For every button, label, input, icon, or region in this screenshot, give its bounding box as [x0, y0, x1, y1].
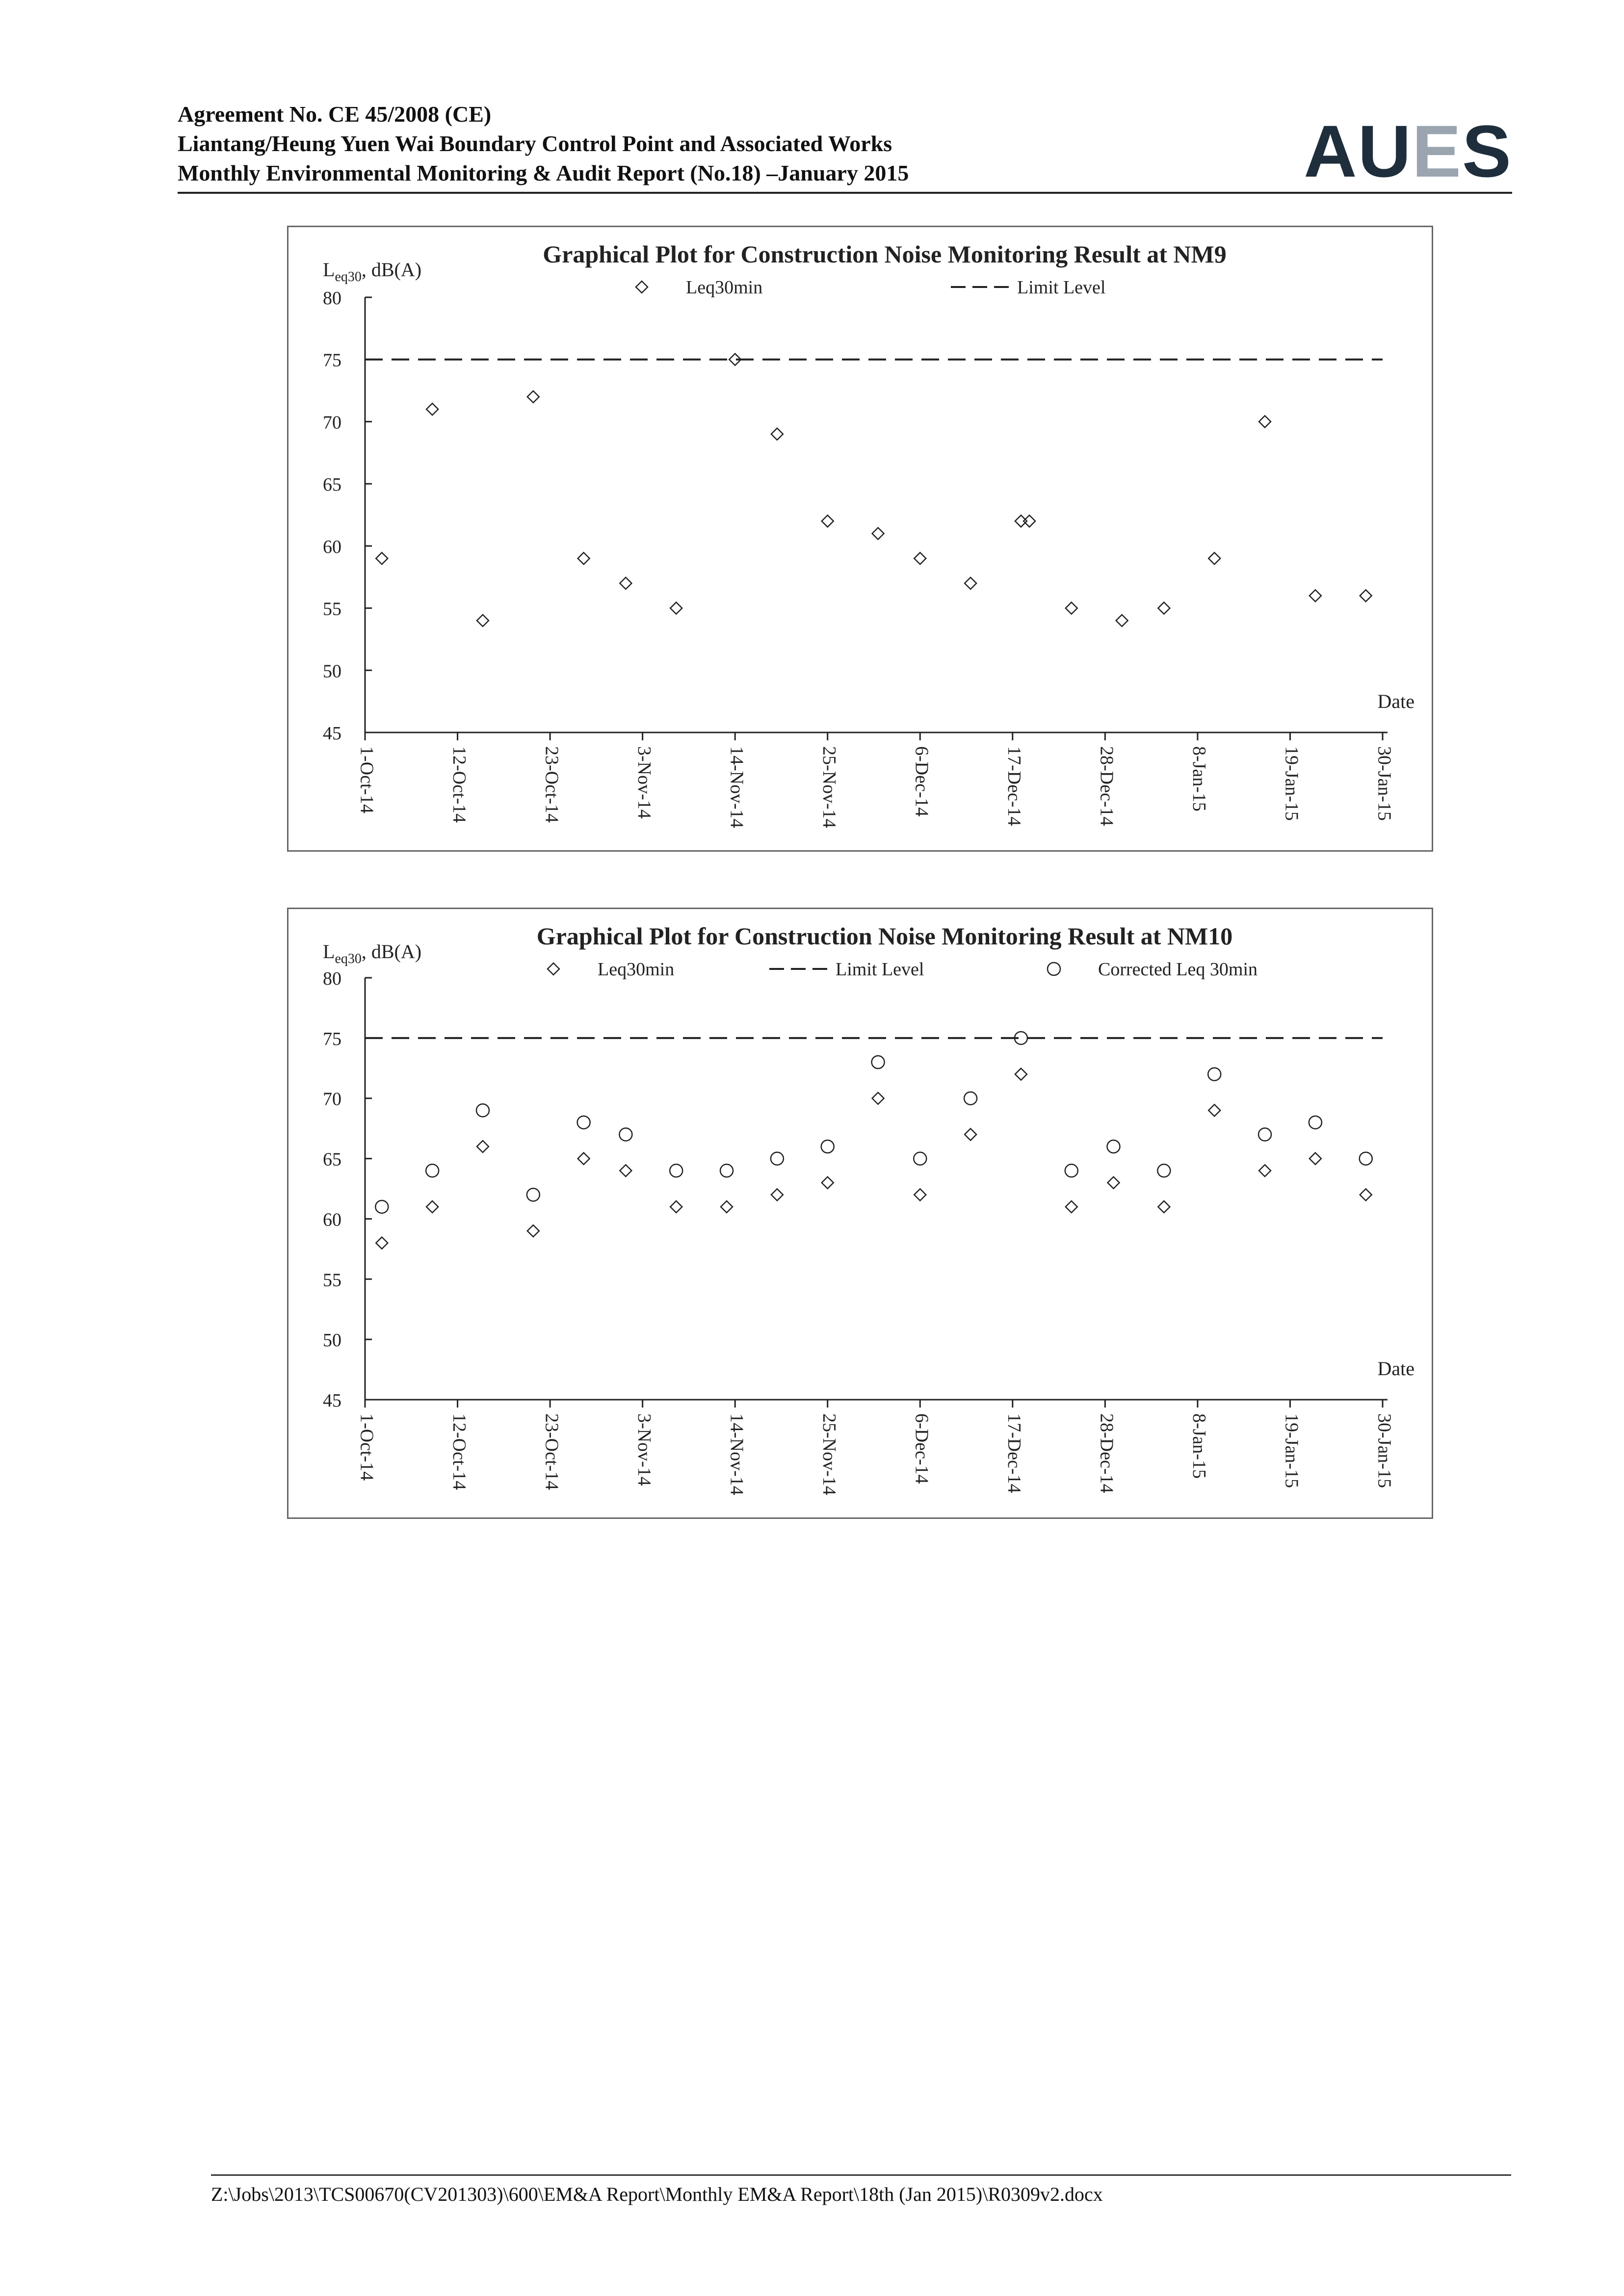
- x-tick-label: 6-Dec-14: [911, 1413, 932, 1484]
- leq30min-point: [1015, 1069, 1027, 1080]
- project-title: Liantang/Heung Yuen Wai Boundary Control Point and Associated Works: [178, 131, 892, 156]
- leq30min-point: [477, 1141, 489, 1152]
- corrected-leq-point: [1208, 1068, 1221, 1081]
- x-tick-label: 17-Dec-14: [1004, 746, 1025, 826]
- leq30min-point: [965, 577, 976, 589]
- leq30min-point: [620, 577, 631, 589]
- leq30min-point: [1360, 590, 1372, 601]
- corrected-leq-point: [619, 1128, 632, 1141]
- x-tick-label: 14-Nov-14: [726, 746, 747, 828]
- x-tick-label: 30-Jan-15: [1374, 1413, 1395, 1488]
- corrected-leq-point: [426, 1164, 439, 1177]
- y-tick-label: 80: [323, 968, 341, 989]
- leq30min-point: [1208, 552, 1220, 564]
- leq30min-point: [1066, 1201, 1077, 1213]
- corrected-leq-point: [821, 1140, 834, 1153]
- y-tick-label: 45: [323, 1390, 341, 1411]
- x-tick-label: 1-Oct-14: [356, 1413, 377, 1481]
- report-title: Monthly Environmental Monitoring & Audit Report (No.18) –January 2015: [178, 160, 909, 185]
- leq30min-point: [721, 1201, 733, 1213]
- corrected-leq-point: [1309, 1116, 1322, 1129]
- leq30min-point: [771, 1189, 783, 1200]
- legend-marker-corrected-leq: [1048, 963, 1060, 975]
- corrected-leq-point: [1157, 1164, 1170, 1177]
- corrected-leq-point: [527, 1188, 540, 1201]
- y-axis-label: $L_{eq30}$, dB(A): [323, 259, 422, 285]
- leq30min-point: [620, 1165, 631, 1176]
- x-tick-label: 28-Dec-14: [1096, 746, 1117, 826]
- leq30min-point: [1208, 1104, 1220, 1116]
- x-tick-label: 3-Nov-14: [633, 1413, 655, 1486]
- y-axis-label: $L_{eq30}$, dB(A): [323, 940, 422, 966]
- leq30min-point: [914, 552, 926, 564]
- leq30min-point: [477, 615, 489, 626]
- chart-title: Graphical Plot for Construction Noise Monitoring Result at NM10: [536, 922, 1233, 950]
- y-tick-label: 60: [323, 1209, 341, 1230]
- footer-divider: [211, 2174, 1511, 2176]
- x-tick-label: 1-Oct-14: [356, 746, 377, 814]
- corrected-leq-point: [914, 1152, 926, 1165]
- footer: [211, 2174, 1511, 2206]
- leq30min-point: [1310, 1153, 1321, 1165]
- nm9-chart: [287, 226, 1433, 852]
- aues-logo: AUES: [1304, 110, 1512, 192]
- leq30min-point: [822, 515, 834, 527]
- y-tick-label: 50: [323, 1330, 341, 1351]
- corrected-leq-point: [1258, 1128, 1271, 1141]
- leq30min-point: [527, 391, 539, 403]
- leq30min-point: [1023, 515, 1035, 527]
- corrected-leq-point: [1360, 1152, 1372, 1165]
- legend-label: Leq30min: [598, 959, 675, 980]
- y-tick-label: 50: [323, 661, 341, 682]
- nm10-chart-svg: [288, 909, 1432, 1517]
- leq30min-point: [822, 1177, 834, 1189]
- nm10-chart: [287, 908, 1433, 1519]
- x-tick-label: 25-Nov-14: [819, 1413, 840, 1495]
- x-tick-label: 23-Oct-14: [541, 746, 562, 823]
- leq30min-point: [1259, 1165, 1271, 1176]
- corrected-leq-point: [1107, 1140, 1120, 1153]
- legend-label: Limit Level: [1017, 277, 1106, 298]
- legend-label: Corrected Leq 30min: [1098, 959, 1258, 980]
- y-tick-label: 75: [323, 350, 341, 371]
- y-tick-label: 75: [323, 1028, 341, 1049]
- legend-marker-leq30min: [548, 963, 559, 975]
- corrected-leq-point: [670, 1164, 682, 1177]
- y-tick-label: 65: [323, 1149, 341, 1170]
- y-tick-label: 70: [323, 1089, 341, 1110]
- x-tick-label: 17-Dec-14: [1004, 1413, 1025, 1493]
- leq30min-point: [1108, 1177, 1120, 1189]
- file-path: Z:\Jobs\2013\TCS00670(CV201303)\600\EM&A Report\Monthly EM&A Report\18th (Jan 2015)\R0309v2.docx: [211, 2183, 1103, 2205]
- nm9-chart-svg: [288, 227, 1432, 850]
- y-tick-label: 65: [323, 474, 341, 496]
- x-tick-label: 12-Oct-14: [448, 746, 470, 823]
- x-tick-label: 8-Jan-15: [1189, 1413, 1210, 1479]
- corrected-leq-point: [375, 1200, 388, 1213]
- x-tick-label: 25-Nov-14: [819, 746, 840, 828]
- x-tick-label: 28-Dec-14: [1096, 1413, 1117, 1493]
- leq30min-point: [578, 552, 590, 564]
- leq30min-point: [872, 1093, 884, 1104]
- corrected-leq-point: [964, 1092, 977, 1105]
- corrected-leq-point: [720, 1164, 733, 1177]
- leq30min-point: [1158, 602, 1170, 614]
- corrected-leq-point: [771, 1152, 784, 1165]
- x-tick-label: 3-Nov-14: [633, 746, 655, 819]
- y-tick-label: 55: [323, 599, 341, 620]
- corrected-leq-point: [577, 1116, 590, 1129]
- leq30min-point: [965, 1128, 976, 1140]
- x-axis-label: Date: [1377, 690, 1414, 712]
- y-tick-label: 70: [323, 412, 341, 433]
- x-tick-label: 19-Jan-15: [1281, 1413, 1302, 1488]
- y-tick-label: 55: [323, 1270, 341, 1291]
- x-tick-label: 14-Nov-14: [726, 1413, 747, 1495]
- x-tick-label: 8-Jan-15: [1189, 746, 1210, 811]
- leq30min-point: [426, 403, 438, 415]
- agreement-number: Agreement No. CE 45/2008 (CE): [178, 102, 492, 127]
- corrected-leq-point: [872, 1056, 885, 1069]
- x-tick-label: 19-Jan-15: [1281, 746, 1302, 821]
- leq30min-point: [872, 528, 884, 540]
- x-tick-label: 12-Oct-14: [448, 1413, 470, 1490]
- x-tick-label: 6-Dec-14: [911, 746, 932, 817]
- leq30min-point: [1116, 615, 1128, 626]
- report-header: [178, 101, 1512, 194]
- corrected-leq-point: [476, 1104, 489, 1117]
- chart-title: Graphical Plot for Construction Noise Monitoring Result at NM9: [543, 240, 1227, 268]
- leq30min-point: [1158, 1201, 1170, 1213]
- leq30min-point: [426, 1201, 438, 1213]
- leq30min-point: [376, 1237, 388, 1249]
- x-tick-label: 23-Oct-14: [541, 1413, 562, 1490]
- leq30min-point: [914, 1189, 926, 1200]
- leq30min-point: [771, 428, 783, 440]
- header-divider: [178, 192, 1512, 194]
- legend-label: Leq30min: [686, 277, 763, 298]
- legend-marker-leq30min: [636, 281, 648, 293]
- x-tick-label: 30-Jan-15: [1374, 746, 1395, 821]
- y-tick-label: 80: [323, 288, 341, 309]
- leq30min-point: [1310, 590, 1321, 601]
- leq30min-point: [376, 552, 388, 564]
- leq30min-point: [1259, 416, 1271, 427]
- y-tick-label: 45: [323, 723, 341, 744]
- corrected-leq-point: [1065, 1164, 1078, 1177]
- leq30min-point: [670, 602, 682, 614]
- leq30min-point: [578, 1153, 590, 1165]
- legend-label: Limit Level: [836, 959, 924, 980]
- leq30min-point: [1360, 1189, 1372, 1200]
- leq30min-point: [527, 1225, 539, 1237]
- leq30min-point: [1066, 602, 1077, 614]
- y-tick-label: 60: [323, 536, 341, 557]
- leq30min-point: [1015, 515, 1027, 527]
- x-axis-label: Date: [1377, 1357, 1414, 1380]
- leq30min-point: [670, 1201, 682, 1213]
